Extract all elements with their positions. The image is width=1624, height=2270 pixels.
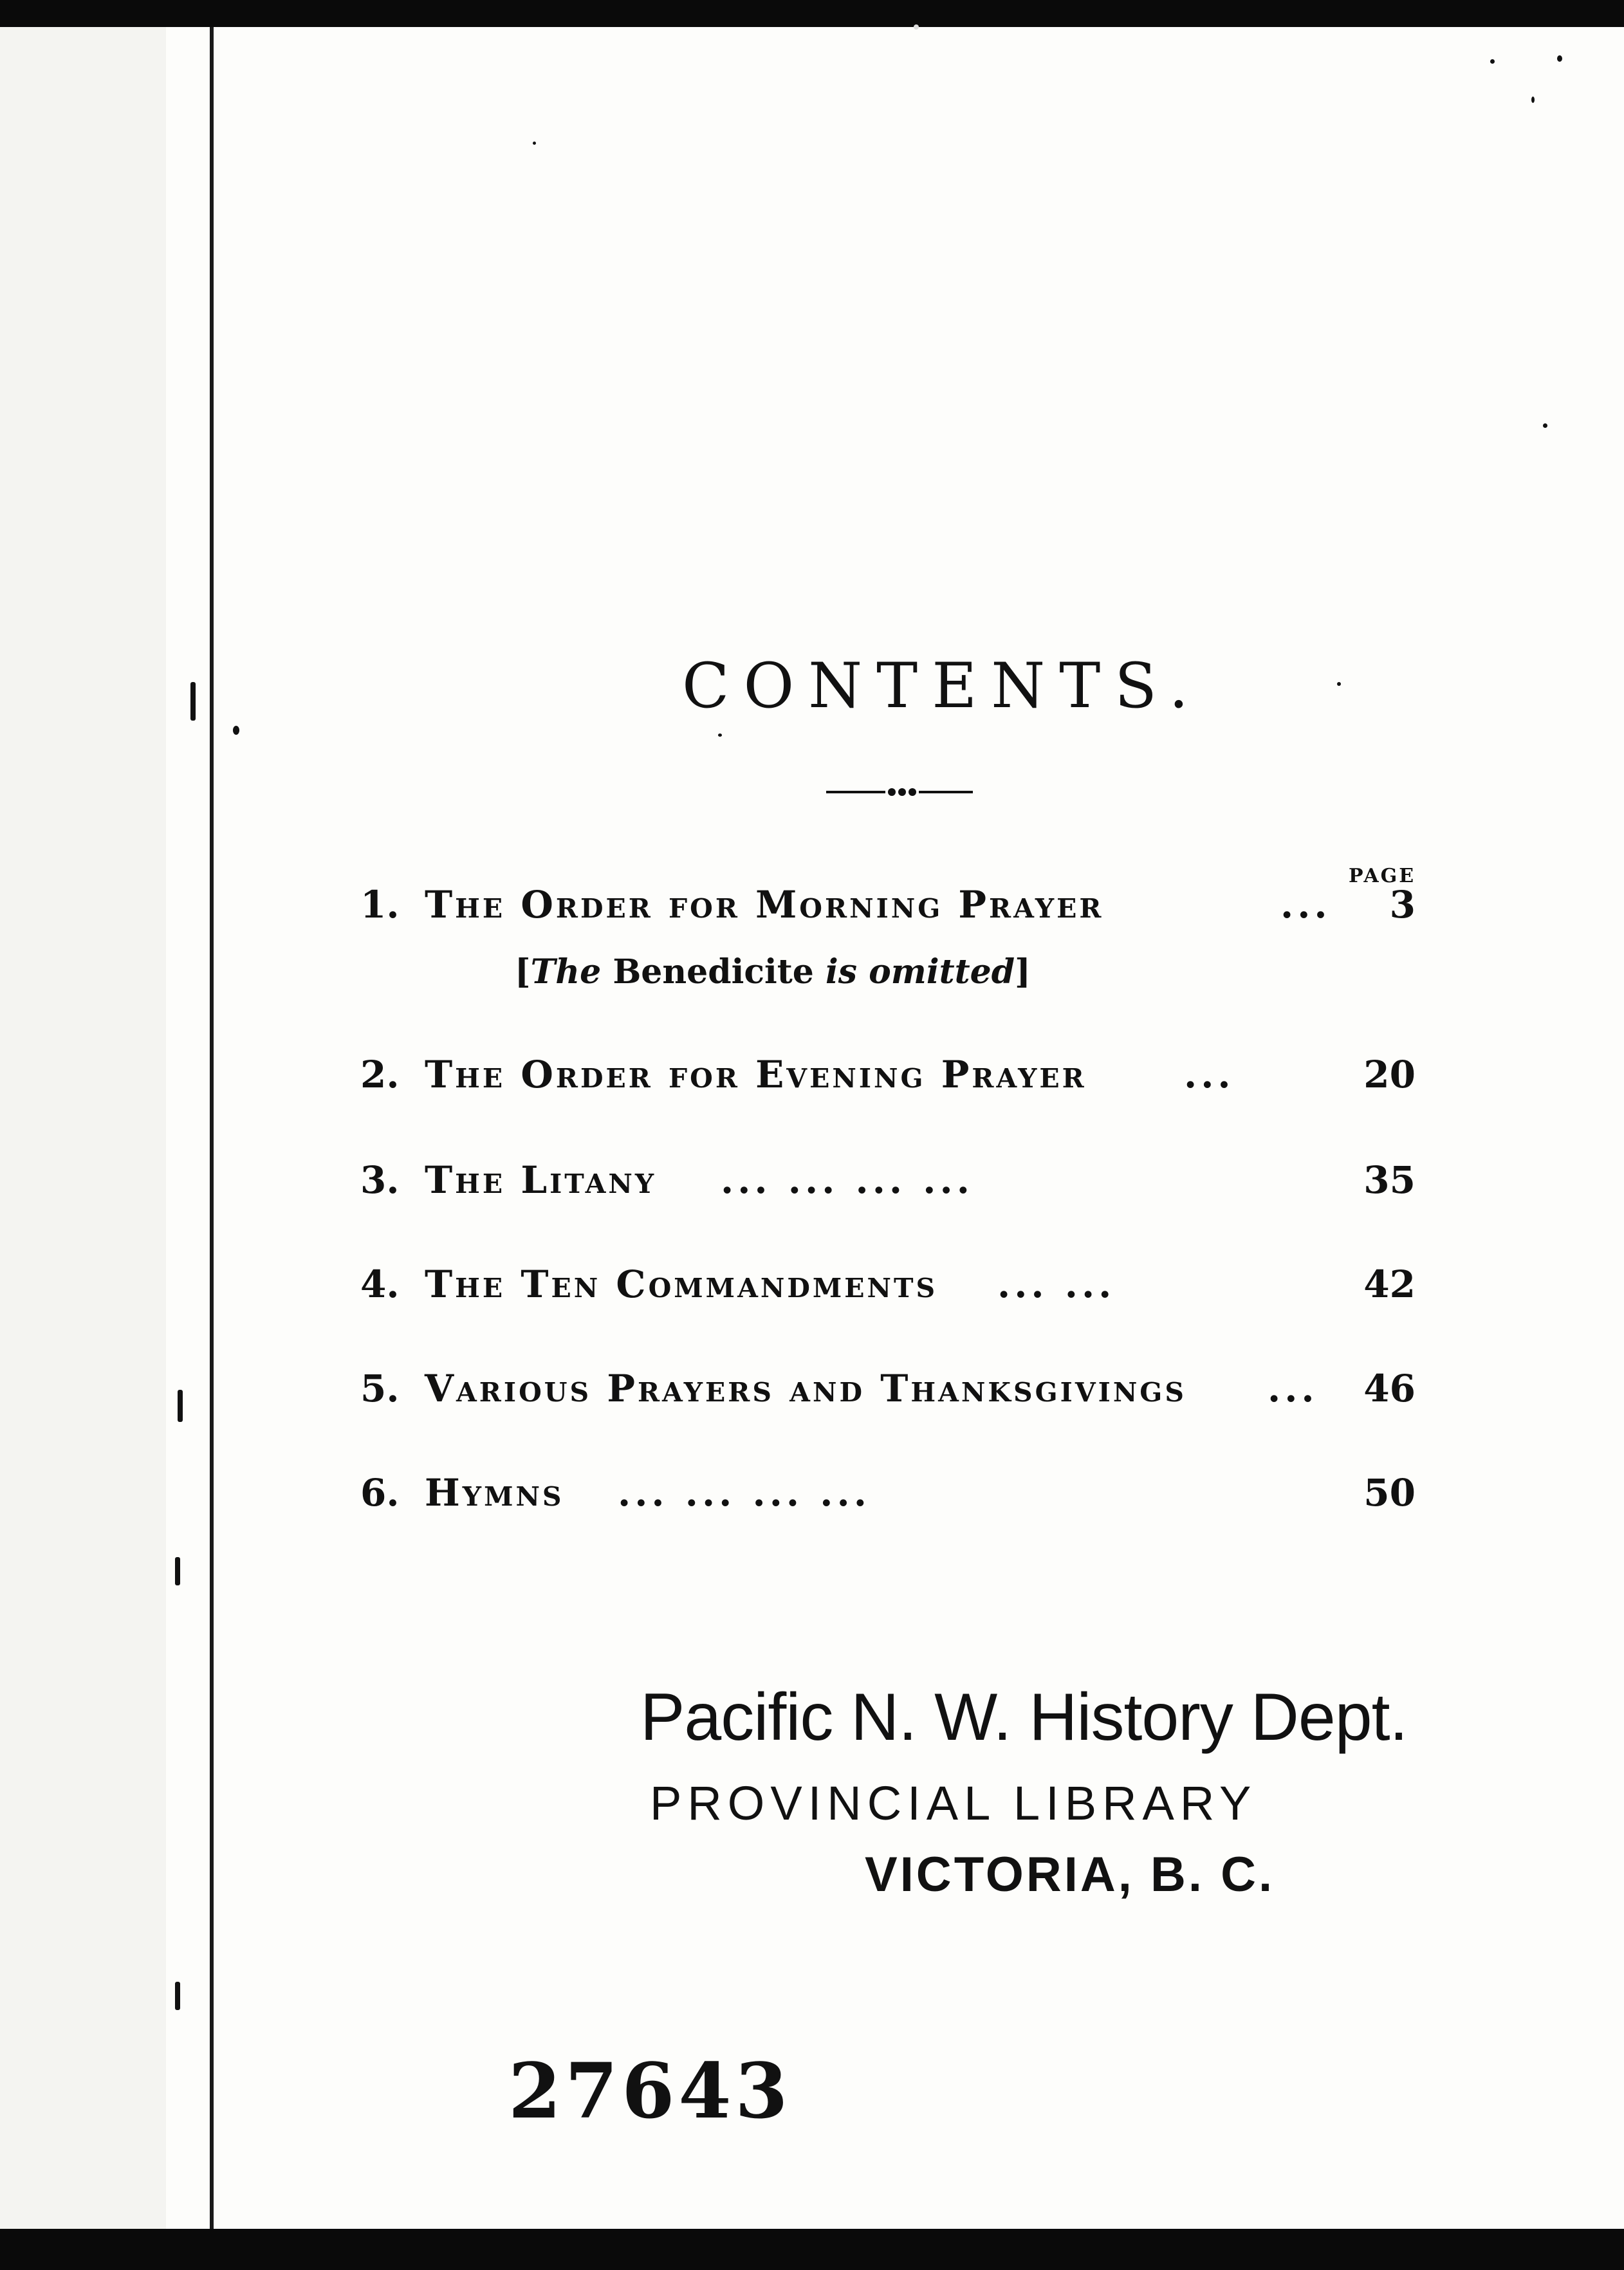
- dot-leader: ...: [1184, 1053, 1235, 1096]
- entry-title: The Order for Evening Prayer: [425, 1053, 1087, 1096]
- speck: [175, 1557, 180, 1585]
- entry-number: 6.: [360, 1471, 400, 1515]
- entry-number: 4.: [360, 1262, 400, 1306]
- entry-page: 50: [1363, 1471, 1416, 1515]
- page-title: CONTENTS.: [682, 650, 1203, 722]
- entry-page: 20: [1363, 1053, 1416, 1096]
- speck: [233, 726, 239, 735]
- toc-entry: [360, 1367, 1416, 1425]
- note-word: Benedicite: [613, 952, 814, 992]
- entry-number: 2.: [360, 1053, 400, 1096]
- speck: [1531, 97, 1535, 103]
- entry-title: The Litany: [425, 1158, 657, 1202]
- dot-leader: ...: [1268, 1367, 1318, 1410]
- entry-title: The Order for Morning Prayer: [425, 883, 1104, 927]
- entry-number: 3.: [360, 1158, 400, 1202]
- speck: [190, 682, 196, 721]
- dot-leader: ... ...: [997, 1262, 1116, 1306]
- entry-note: [515, 952, 1031, 992]
- entry-title: Hymns: [425, 1471, 564, 1515]
- speck: [718, 734, 722, 737]
- entry-number: 5.: [360, 1367, 400, 1410]
- speck: [1337, 682, 1341, 686]
- note-word: is: [825, 952, 858, 992]
- speck: [533, 142, 536, 145]
- library-stamp-line3: VICTORIA, B. C.: [865, 1847, 1275, 1902]
- speck: [175, 1982, 180, 2010]
- note-word: omitted: [869, 952, 1015, 992]
- ornament-divider: [826, 788, 973, 797]
- entry-page: 42: [1363, 1262, 1416, 1306]
- entry-page: 35: [1363, 1158, 1416, 1202]
- toc-entry: [360, 1262, 1416, 1320]
- toc-entry: [360, 1471, 1416, 1529]
- binding-fold: [210, 27, 214, 2229]
- entry-number: 1.: [360, 883, 400, 927]
- left-page-edge: [0, 27, 166, 2229]
- entry-page: 3: [1389, 883, 1416, 927]
- note-bracket: [: [515, 952, 531, 992]
- speck: [1543, 423, 1547, 428]
- dot-leader: ... ... ... ...: [721, 1158, 973, 1202]
- speck: [1557, 55, 1562, 62]
- dot-leader: ... ... ... ...: [618, 1471, 871, 1515]
- note-bracket: ]: [1015, 952, 1031, 992]
- entry-page: 46: [1363, 1367, 1416, 1410]
- dot-leader: ...: [1280, 883, 1331, 927]
- speck: [178, 1390, 183, 1422]
- entry-title: The Ten Commandments: [425, 1262, 938, 1306]
- speck: [914, 24, 919, 30]
- toc-entry: [360, 883, 1416, 941]
- library-stamp-line1: Pacific N. W. History Dept.: [640, 1680, 1408, 1755]
- library-stamp-line2: PROVINCIAL LIBRARY: [650, 1776, 1257, 1830]
- note-word: The: [530, 952, 602, 992]
- accession-number: 27643: [508, 2046, 792, 2136]
- entry-title: Various Prayers and Thanksgivings: [425, 1367, 1186, 1410]
- toc-entry: [360, 1158, 1416, 1216]
- page-column-label: PAGE: [1349, 865, 1416, 887]
- toc-entry: [360, 1053, 1416, 1111]
- speck: [1490, 59, 1495, 64]
- scan-border-bottom: [0, 2229, 1624, 2270]
